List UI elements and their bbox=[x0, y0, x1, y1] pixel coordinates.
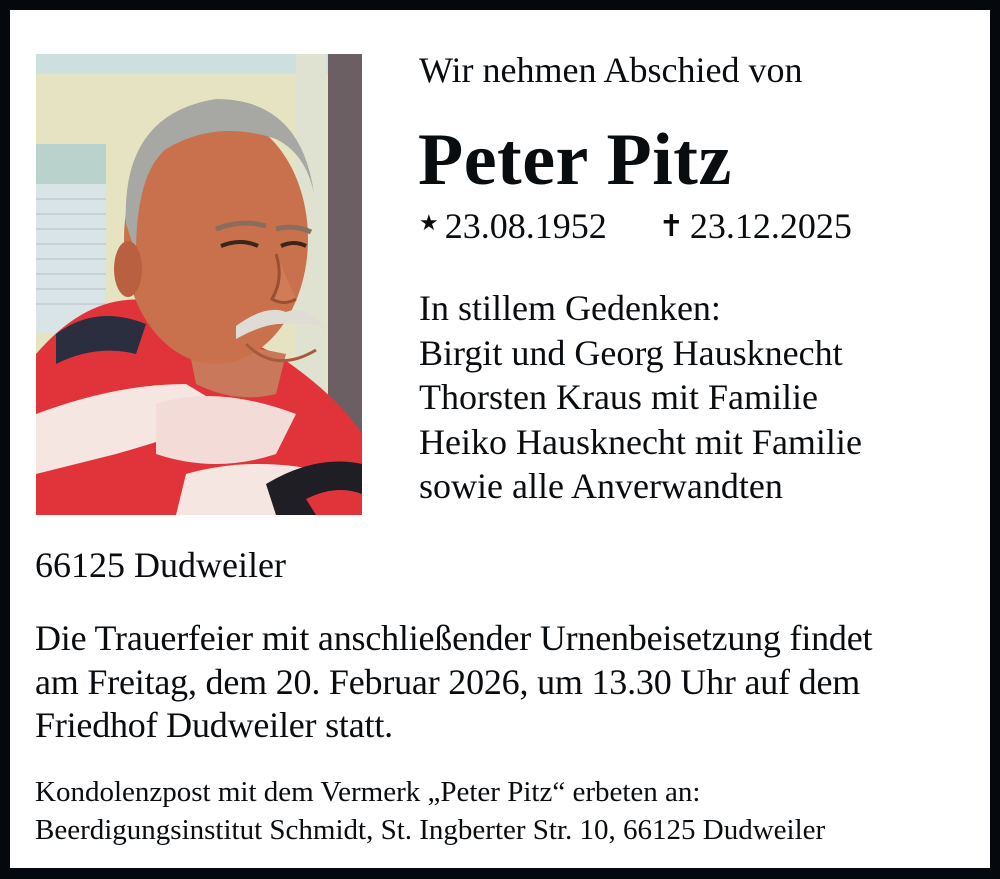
ceremony-details bbox=[35, 617, 872, 748]
ceremony-line: Friedhof Dudweiler statt. bbox=[35, 705, 393, 745]
ceremony-line: Die Trauerfeier mit anschließender Urnenbeisetzung findet bbox=[35, 618, 873, 658]
death-date: 23.12.2025 bbox=[689, 206, 852, 246]
mourners-block bbox=[419, 286, 862, 509]
portrait-photo bbox=[36, 54, 362, 515]
portrait-illustration bbox=[36, 54, 362, 515]
deceased-name: Peter Pitz bbox=[418, 119, 732, 201]
location: 66125 Dudweiler bbox=[35, 545, 286, 585]
cross-icon: ✝ bbox=[658, 209, 684, 244]
obituary-card bbox=[10, 10, 990, 868]
mourner-line: Heiko Hausknecht mit Familie bbox=[419, 421, 862, 462]
birth-date: 23.08.1952 bbox=[444, 206, 607, 246]
star-icon: ★ bbox=[419, 211, 439, 236]
mourner-line: sowie alle Anverwandten bbox=[419, 466, 783, 506]
intro-line: Wir nehmen Abschied von bbox=[419, 50, 803, 90]
life-dates bbox=[419, 203, 852, 255]
condolence-line: Kondolenzpost mit dem Vermerk „Peter Pitz“ erbeten an: bbox=[35, 776, 701, 808]
mourners-heading: In stillem Gedenken: bbox=[419, 288, 721, 328]
ceremony-line: am Freitag, dem 20. Februar 2026, um 13.30 Uhr auf dem bbox=[35, 661, 861, 702]
condolence-info bbox=[35, 773, 825, 849]
mourner-line: Thorsten Kraus mit Familie bbox=[419, 377, 818, 417]
condolence-address: Beerdigungsinstitut Schmidt, St. Ingberter Str. 10, 66125 Dudweiler bbox=[35, 814, 826, 846]
mourner-line: Birgit und Georg Hausknecht bbox=[419, 332, 843, 373]
